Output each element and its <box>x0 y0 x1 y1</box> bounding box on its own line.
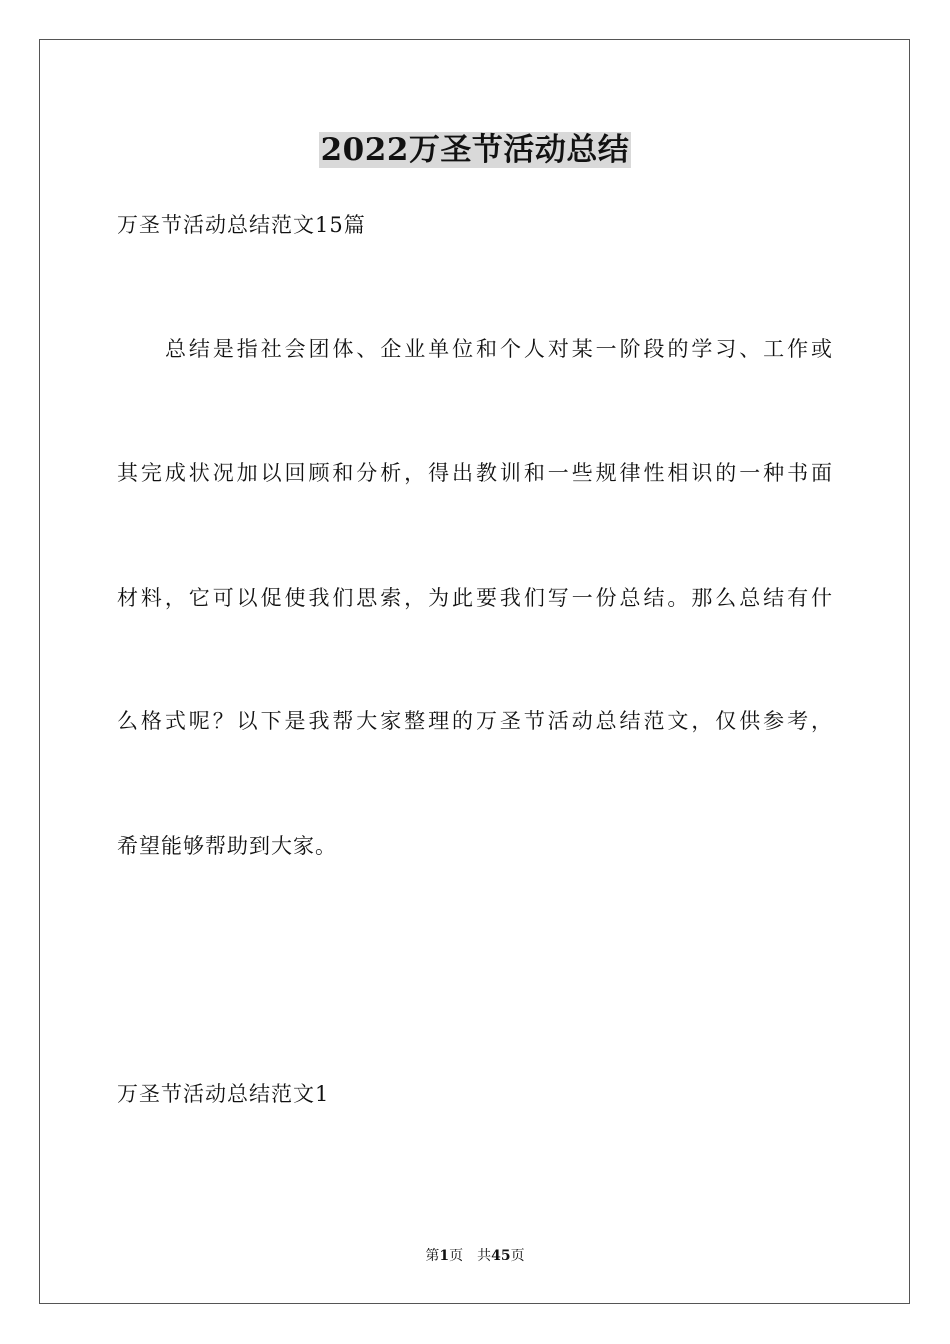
document-title <box>0 128 950 172</box>
footer-total-prefix: 共 <box>477 1248 492 1264</box>
document-subtitle: 万圣节活动总结范文15篇 <box>117 213 366 237</box>
paragraph-line-3: 材料，它可以促使我们思索，为此要我们写一份总结。那么总结有什 <box>117 586 833 610</box>
paragraph-line-1: 总结是指社会团体、企业单位和个人对某一阶段的学习、工作或 <box>165 337 833 361</box>
footer-page-number: 1 <box>439 1248 450 1264</box>
paragraph-line-2: 其完成状况加以回顾和分析，得出教训和一些规律性相识的一种书面 <box>117 461 833 485</box>
paragraph-line-4: 么格式呢？以下是我帮大家整理的万圣节活动总结范文，仅供参考， <box>117 709 833 733</box>
footer-total-pages: 45 <box>491 1248 511 1264</box>
footer-page-prefix: 第 <box>425 1248 440 1264</box>
page-footer <box>0 1246 950 1266</box>
footer-page-suffix: 页 <box>449 1248 464 1264</box>
document-title-text: 2022万圣节活动总结 <box>320 132 630 168</box>
section-heading: 万圣节活动总结范文1 <box>117 1082 330 1106</box>
footer-total-suffix: 页 <box>510 1248 525 1264</box>
paragraph-line-5: 希望能够帮助到大家。 <box>117 834 337 858</box>
